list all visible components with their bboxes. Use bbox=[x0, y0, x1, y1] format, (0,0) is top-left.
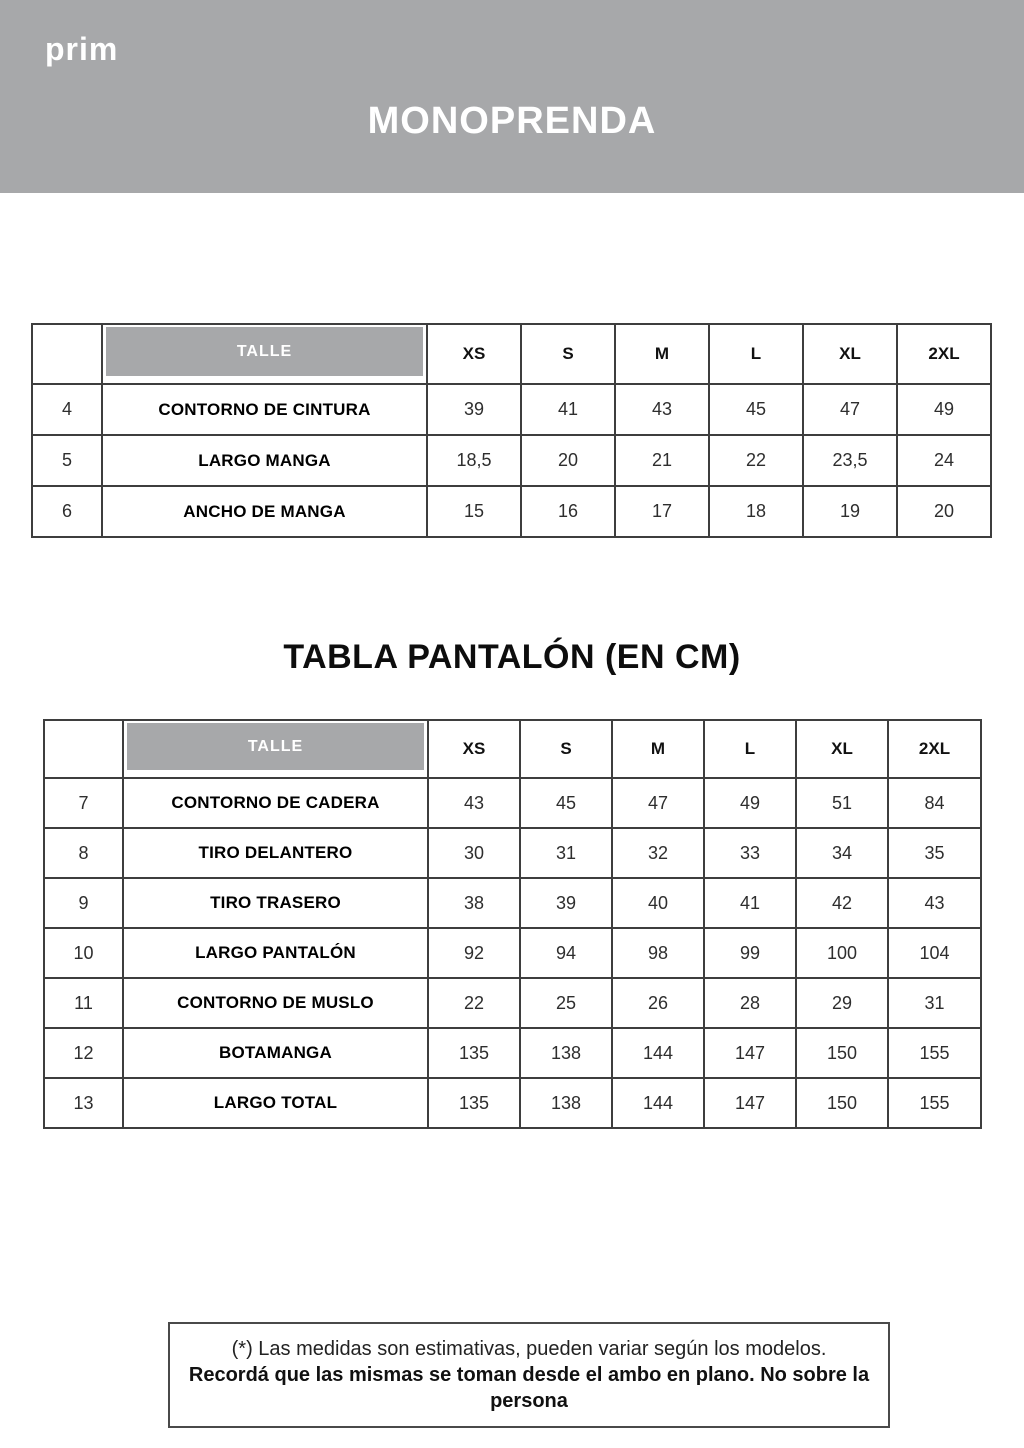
size-value-cell: 20 bbox=[521, 435, 615, 486]
size-header-cell: 2XL bbox=[888, 720, 981, 778]
size-value-cell: 25 bbox=[520, 978, 612, 1028]
size-value-cell: 104 bbox=[888, 928, 981, 978]
size-value-cell: 41 bbox=[521, 384, 615, 435]
size-value-cell: 26 bbox=[612, 978, 704, 1028]
measure-label-cell: CONTORNO DE MUSLO bbox=[123, 978, 428, 1028]
table-header-row bbox=[44, 720, 981, 778]
size-header-cell: L bbox=[709, 324, 803, 384]
measure-label-cell: LARGO PANTALÓN bbox=[123, 928, 428, 978]
talle-header-cell bbox=[123, 720, 428, 778]
size-value-cell: 39 bbox=[520, 878, 612, 928]
measure-label-cell: CONTORNO DE CADERA bbox=[123, 778, 428, 828]
size-header-cell: XS bbox=[428, 720, 520, 778]
size-value-cell: 18,5 bbox=[427, 435, 521, 486]
size-value-cell: 51 bbox=[796, 778, 888, 828]
size-value-cell: 42 bbox=[796, 878, 888, 928]
size-value-cell: 23,5 bbox=[803, 435, 897, 486]
size-value-cell: 38 bbox=[428, 878, 520, 928]
size-header-cell: XS bbox=[427, 324, 521, 384]
size-header-cell: S bbox=[520, 720, 612, 778]
size-header-cell: 2XL bbox=[897, 324, 991, 384]
size-value-cell: 15 bbox=[427, 486, 521, 537]
size-value-cell: 47 bbox=[803, 384, 897, 435]
size-value-cell: 24 bbox=[897, 435, 991, 486]
size-value-cell: 22 bbox=[709, 435, 803, 486]
size-value-cell: 155 bbox=[888, 1078, 981, 1128]
size-value-cell: 49 bbox=[897, 384, 991, 435]
row-number-cell: 5 bbox=[32, 435, 102, 486]
size-value-cell: 45 bbox=[520, 778, 612, 828]
size-value-cell: 150 bbox=[796, 1078, 888, 1128]
table-header-row bbox=[32, 324, 991, 384]
table-row bbox=[44, 978, 981, 1028]
footnote-line-2: Recordá que las mismas se toman desde el ambo en plano. No sobre la persona bbox=[188, 1364, 870, 1412]
table-row bbox=[32, 435, 991, 486]
size-value-cell: 18 bbox=[709, 486, 803, 537]
size-value-cell: 20 bbox=[897, 486, 991, 537]
size-value-cell: 144 bbox=[612, 1028, 704, 1078]
size-value-cell: 138 bbox=[520, 1028, 612, 1078]
size-value-cell: 47 bbox=[612, 778, 704, 828]
size-value-cell: 150 bbox=[796, 1028, 888, 1078]
measure-label-cell: LARGO MANGA bbox=[102, 435, 427, 486]
size-value-cell: 35 bbox=[888, 828, 981, 878]
size-value-cell: 155 bbox=[888, 1028, 981, 1078]
size-value-cell: 41 bbox=[704, 878, 796, 928]
size-value-cell: 135 bbox=[428, 1078, 520, 1128]
size-value-cell: 32 bbox=[612, 828, 704, 878]
size-value-cell: 40 bbox=[612, 878, 704, 928]
measure-label-cell: ANCHO DE MANGA bbox=[102, 486, 427, 537]
measure-label-cell: TIRO TRASERO bbox=[123, 878, 428, 928]
row-number-cell: 8 bbox=[44, 828, 123, 878]
size-value-cell: 92 bbox=[428, 928, 520, 978]
row-number-cell: 12 bbox=[44, 1028, 123, 1078]
row-number-cell: 10 bbox=[44, 928, 123, 978]
footnote-box bbox=[168, 1322, 890, 1428]
section-title: TABLA PANTALÓN (EN CM) bbox=[283, 638, 741, 676]
measure-label-cell: TIRO DELANTERO bbox=[123, 828, 428, 878]
measure-label-cell: LARGO TOTAL bbox=[123, 1078, 428, 1128]
size-value-cell: 34 bbox=[796, 828, 888, 878]
size-header-cell: S bbox=[521, 324, 615, 384]
talle-label: TALLE bbox=[127, 723, 424, 770]
size-value-cell: 147 bbox=[704, 1028, 796, 1078]
row-number-cell: 4 bbox=[32, 384, 102, 435]
size-value-cell: 19 bbox=[803, 486, 897, 537]
brand-logo: prim bbox=[45, 31, 119, 67]
table-row bbox=[44, 828, 981, 878]
size-value-cell: 21 bbox=[615, 435, 709, 486]
size-value-cell: 29 bbox=[796, 978, 888, 1028]
talle-header-cell bbox=[102, 324, 427, 384]
size-header-cell: M bbox=[615, 324, 709, 384]
row-number-cell: 11 bbox=[44, 978, 123, 1028]
size-value-cell: 43 bbox=[615, 384, 709, 435]
size-value-cell: 16 bbox=[521, 486, 615, 537]
size-value-cell: 49 bbox=[704, 778, 796, 828]
row-number-cell: 6 bbox=[32, 486, 102, 537]
size-value-cell: 144 bbox=[612, 1078, 704, 1128]
size-value-cell: 135 bbox=[428, 1028, 520, 1078]
size-value-cell: 138 bbox=[520, 1078, 612, 1128]
measure-label-cell: CONTORNO DE CINTURA bbox=[102, 384, 427, 435]
table-row bbox=[32, 384, 991, 435]
measure-table-top bbox=[31, 323, 992, 538]
size-header-cell: XL bbox=[803, 324, 897, 384]
table-row bbox=[32, 486, 991, 537]
size-value-cell: 30 bbox=[428, 828, 520, 878]
size-value-cell: 84 bbox=[888, 778, 981, 828]
row-number-cell: 9 bbox=[44, 878, 123, 928]
size-value-cell: 147 bbox=[704, 1078, 796, 1128]
size-value-cell: 45 bbox=[709, 384, 803, 435]
talle-label: TALLE bbox=[106, 327, 423, 376]
footnote-line-1: (*) Las medidas son estimativas, pueden variar según los modelos. bbox=[231, 1338, 827, 1360]
size-value-cell: 98 bbox=[612, 928, 704, 978]
corner-cell bbox=[32, 324, 102, 384]
size-value-cell: 100 bbox=[796, 928, 888, 978]
size-value-cell: 17 bbox=[615, 486, 709, 537]
size-value-cell: 99 bbox=[704, 928, 796, 978]
row-number-cell: 7 bbox=[44, 778, 123, 828]
size-value-cell: 31 bbox=[520, 828, 612, 878]
header-banner bbox=[0, 0, 1024, 193]
size-header-cell: XL bbox=[796, 720, 888, 778]
size-value-cell: 28 bbox=[704, 978, 796, 1028]
row-number-cell: 13 bbox=[44, 1078, 123, 1128]
page-title: MONOPRENDA bbox=[367, 100, 657, 142]
corner-cell bbox=[44, 720, 123, 778]
size-header-cell: L bbox=[704, 720, 796, 778]
table-row bbox=[44, 778, 981, 828]
table-row bbox=[44, 878, 981, 928]
measure-table-pants bbox=[43, 719, 982, 1129]
size-header-cell: M bbox=[612, 720, 704, 778]
size-value-cell: 31 bbox=[888, 978, 981, 1028]
size-value-cell: 43 bbox=[428, 778, 520, 828]
size-value-cell: 43 bbox=[888, 878, 981, 928]
table-row bbox=[44, 1078, 981, 1128]
size-value-cell: 39 bbox=[427, 384, 521, 435]
measure-label-cell: BOTAMANGA bbox=[123, 1028, 428, 1078]
size-value-cell: 22 bbox=[428, 978, 520, 1028]
table-row bbox=[44, 928, 981, 978]
size-value-cell: 94 bbox=[520, 928, 612, 978]
table-row bbox=[44, 1028, 981, 1078]
size-value-cell: 33 bbox=[704, 828, 796, 878]
